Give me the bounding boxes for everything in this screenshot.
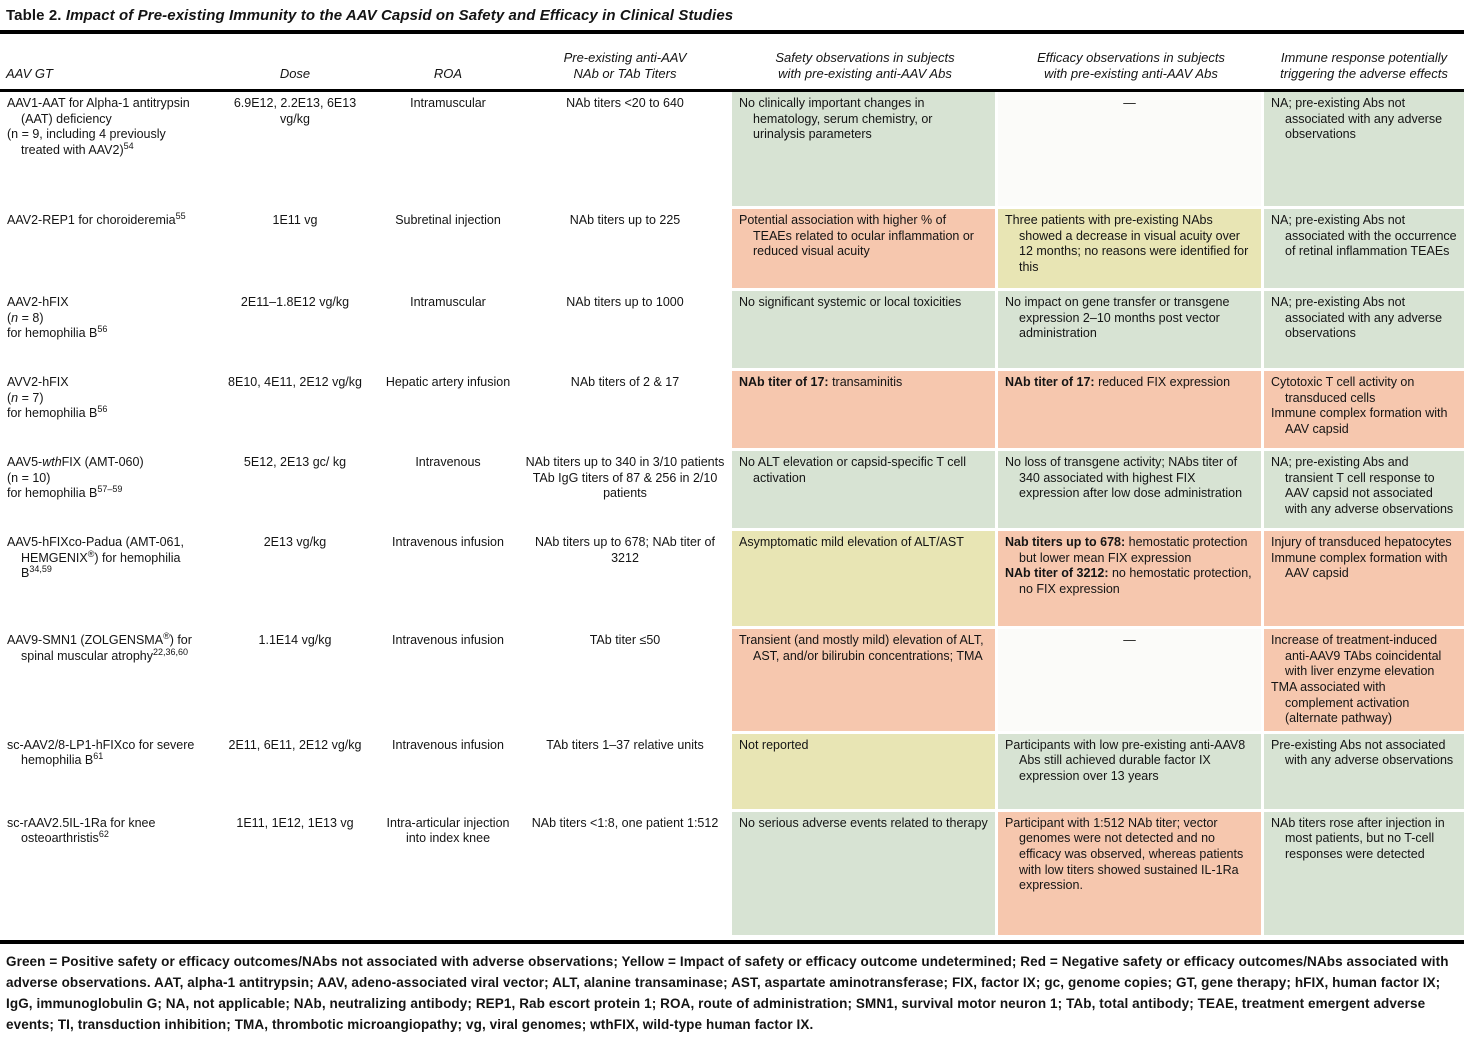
cell-roa bbox=[378, 812, 518, 938]
text-segment: No ALT elevation or capsid-specific T cell activation bbox=[739, 455, 966, 485]
text-segment: = 8) bbox=[18, 310, 44, 325]
text-segment: 6.9E12, 2.2E13, 6E13 vg/kg bbox=[233, 96, 357, 126]
cell-paragraph bbox=[1005, 375, 1254, 391]
text-segment: ® bbox=[87, 548, 95, 559]
table-row bbox=[0, 92, 1464, 209]
cell-titers bbox=[518, 812, 732, 938]
cell-safety bbox=[732, 629, 998, 734]
table-number-label: Table 2. bbox=[6, 7, 62, 24]
cell-paragraph bbox=[7, 816, 205, 847]
cell-paragraph bbox=[7, 96, 205, 127]
text-segment: ( bbox=[7, 390, 12, 405]
text-segment: 57–59 bbox=[97, 484, 123, 495]
cell-titers bbox=[518, 734, 732, 812]
cell-paragraph bbox=[385, 633, 511, 649]
cell-paragraph bbox=[219, 295, 371, 311]
text-segment: NAb titers of 2 & 17 bbox=[570, 375, 680, 389]
text-segment: NAb titers up to 340 in 3/10 patients bbox=[525, 455, 725, 469]
cell-immune bbox=[1264, 531, 1464, 629]
text-segment: ) for hemophilia B bbox=[21, 550, 181, 581]
text-segment: Intramuscular bbox=[410, 96, 486, 110]
table-row bbox=[0, 209, 1464, 291]
text-segment: AAV9-SMN1 (ZOLGENSMA bbox=[7, 633, 164, 647]
text-segment: Immune complex formation with AAV capsid bbox=[1271, 406, 1448, 436]
text-segment: Injury of transduced hepatocytes bbox=[1271, 535, 1452, 549]
text-segment: TAb titer ≤50 bbox=[589, 633, 661, 647]
text-segment: NA; pre-existing Abs and transient T cell response to AAV capsid not associated with any adverse observations bbox=[1271, 455, 1454, 516]
text-segment: NAb titer of 17: bbox=[739, 375, 829, 389]
cell-paragraph bbox=[1271, 551, 1457, 582]
cell-dose bbox=[212, 629, 378, 734]
table-row bbox=[0, 629, 1464, 734]
table-row bbox=[0, 531, 1464, 629]
cell-paragraph bbox=[1271, 816, 1457, 863]
cell-safety bbox=[732, 531, 998, 629]
cell-paragraph bbox=[739, 816, 988, 832]
cell-paragraph bbox=[385, 535, 511, 551]
cell-paragraph bbox=[739, 633, 988, 664]
cell-safety bbox=[732, 812, 998, 938]
cell-paragraph bbox=[1005, 295, 1254, 342]
text-segment: Intramuscular bbox=[410, 295, 486, 309]
text-segment: 2E11, 6E11, 2E12 vg/kg bbox=[228, 737, 362, 752]
text-segment: Asymptomatic mild elevation of ALT/AST bbox=[739, 535, 964, 549]
cell-paragraph bbox=[1005, 816, 1254, 894]
cell-dose bbox=[212, 371, 378, 451]
text-segment: No impact on gene transfer or transgene expression 2–10 months post vector administration bbox=[1005, 295, 1230, 341]
table-row bbox=[0, 451, 1464, 531]
cell-efficacy bbox=[998, 451, 1264, 531]
cell-paragraph bbox=[525, 471, 725, 502]
text-segment: Nab titers up to 678: bbox=[1005, 535, 1126, 549]
text-segment: 1E11 vg bbox=[272, 213, 318, 227]
text-segment: NAb titer of 3212: bbox=[1005, 566, 1109, 581]
cell-dose bbox=[212, 209, 378, 291]
text-segment: FIX (AMT-060) bbox=[61, 455, 144, 469]
cell-gt bbox=[0, 629, 212, 734]
text-segment: AAV2-hFIX bbox=[7, 295, 69, 309]
text-segment: NAb titers up to 225 bbox=[569, 213, 681, 227]
cell-immune bbox=[1264, 209, 1464, 291]
cell-paragraph bbox=[219, 633, 371, 649]
text-segment: NAb titers up to 678; NAb titer of 3212 bbox=[535, 535, 715, 565]
cell-roa bbox=[378, 451, 518, 531]
cell-safety bbox=[732, 371, 998, 451]
text-segment: AVV2-hFIX bbox=[7, 375, 69, 389]
cell-paragraph bbox=[7, 455, 205, 471]
cell-paragraph bbox=[7, 326, 205, 342]
text-segment: 2E11–1.8E12 vg/kg bbox=[240, 295, 350, 309]
text-segment: 56 bbox=[97, 404, 108, 415]
text-segment: TMA associated with complement activation (alternate pathway) bbox=[1271, 679, 1410, 726]
cell-paragraph bbox=[739, 455, 988, 486]
text-segment: — bbox=[1123, 96, 1136, 110]
cell-gt bbox=[0, 92, 212, 209]
text-segment: No significant systemic or local toxicities bbox=[739, 295, 962, 309]
cell-dose bbox=[212, 291, 378, 371]
text-segment: 54 bbox=[123, 140, 134, 151]
cell-titers bbox=[518, 291, 732, 371]
text-segment: NA; pre-existing Abs not associated with the occurrence of retinal inflammation TEAEs bbox=[1271, 213, 1457, 259]
text-segment: 8E10, 4E11, 2E12 vg/kg bbox=[228, 375, 362, 389]
table-title-text: Impact of Pre-existing Immunity to the AAV Capsid on Safety and Efficacy in Clinical Studies bbox=[65, 7, 734, 24]
cell-efficacy bbox=[998, 734, 1264, 812]
text-segment: for hemophilia B bbox=[7, 406, 98, 421]
text-segment: Intra-articular injection into index knee bbox=[386, 815, 510, 846]
text-segment: NAb titer of 17: bbox=[1005, 375, 1095, 389]
cell-titers bbox=[518, 629, 732, 734]
cell-gt bbox=[0, 734, 212, 812]
cell-immune bbox=[1264, 629, 1464, 734]
column-header-roa: ROA bbox=[378, 34, 518, 92]
cell-paragraph bbox=[219, 213, 371, 229]
text-segment: Transient (and mostly mild) elevation of ALT, AST, and/or bilirubin concentrations; TMA bbox=[739, 633, 984, 663]
text-segment: Pre-existing Abs not associated with any adverse observations bbox=[1271, 737, 1454, 768]
cell-efficacy bbox=[998, 629, 1264, 734]
text-segment: 56 bbox=[97, 324, 108, 335]
text-segment: sc-AAV2/8-LP1-hFIXco for severe hemophilia B bbox=[7, 737, 195, 768]
cell-dose bbox=[212, 92, 378, 209]
column-header-efficacy: Efficacy observations in subjects with pre-existing anti-AAV Abs bbox=[998, 34, 1264, 92]
text-segment: — bbox=[1123, 633, 1136, 647]
text-segment: Cytotoxic T cell activity on transduced cells bbox=[1271, 375, 1415, 405]
cell-paragraph bbox=[1005, 566, 1254, 597]
cell-paragraph bbox=[219, 738, 371, 754]
cell-gt bbox=[0, 371, 212, 451]
cell-paragraph bbox=[7, 295, 205, 311]
cell-paragraph bbox=[525, 213, 725, 229]
cell-paragraph bbox=[385, 213, 511, 229]
text-segment: Intravenous infusion bbox=[392, 633, 504, 647]
cell-paragraph bbox=[1271, 738, 1457, 769]
cell-safety bbox=[732, 92, 998, 209]
cell-paragraph bbox=[385, 295, 511, 311]
cell-paragraph bbox=[1271, 295, 1457, 342]
column-header-titers: Pre-existing anti-AAV NAb or TAb Titers bbox=[518, 34, 732, 92]
text-segment: 22,36,60 bbox=[153, 646, 189, 657]
text-segment: reduced FIX expression bbox=[1094, 375, 1231, 389]
text-segment: 1E11, 1E12, 1E13 vg bbox=[236, 815, 354, 830]
cell-dose bbox=[212, 451, 378, 531]
text-segment: TAb IgG titers of 87 & 256 in 2/10 patients bbox=[532, 470, 718, 501]
text-segment: transaminitis bbox=[828, 375, 903, 389]
text-segment: NAb titers rose after injection in most patients, but no T-cell responses were detected bbox=[1271, 815, 1445, 861]
cell-dose bbox=[212, 734, 378, 812]
cell-titers bbox=[518, 209, 732, 291]
text-segment: Intravenous infusion bbox=[392, 737, 504, 752]
text-segment: 61 bbox=[93, 751, 104, 762]
text-segment: AAV2-REP1 for choroideremia bbox=[7, 213, 176, 227]
text-segment: ( bbox=[7, 310, 12, 325]
text-segment: for hemophilia B bbox=[7, 326, 98, 341]
cell-paragraph bbox=[525, 535, 725, 566]
cell-paragraph bbox=[525, 738, 725, 754]
text-segment: Hepatic artery infusion bbox=[385, 375, 511, 389]
cell-immune bbox=[1264, 812, 1464, 938]
table-row bbox=[0, 371, 1464, 451]
cell-paragraph bbox=[219, 535, 371, 551]
text-segment: NA; pre-existing Abs not associated with any adverse observations bbox=[1271, 295, 1443, 341]
table-row bbox=[0, 812, 1464, 938]
text-segment: ) for spinal muscular atrophy bbox=[21, 633, 192, 663]
cell-efficacy bbox=[998, 531, 1264, 629]
text-segment: Immune complex formation with AAV capsid bbox=[1271, 550, 1448, 581]
text-segment: wth bbox=[42, 455, 62, 469]
cell-roa bbox=[378, 92, 518, 209]
text-segment: Increase of treatment-induced anti-AAV9 TAbs coincidental with liver enzyme elevation bbox=[1271, 633, 1442, 679]
cell-roa bbox=[378, 734, 518, 812]
column-header-immune: Immune response potentially triggering the adverse effects bbox=[1264, 34, 1464, 92]
text-segment: 62 bbox=[98, 829, 109, 840]
text-segment: (n = 9, including 4 previously treated with AAV2) bbox=[7, 127, 166, 157]
text-segment: = 7) bbox=[18, 390, 44, 405]
text-segment: 1.1E14 vg/kg bbox=[258, 633, 332, 647]
cell-paragraph bbox=[739, 96, 988, 143]
cell-immune bbox=[1264, 92, 1464, 209]
cell-paragraph bbox=[7, 406, 205, 422]
clinical-table bbox=[0, 34, 1464, 938]
text-segment: Intravenous bbox=[415, 455, 481, 469]
table-header bbox=[0, 34, 1464, 92]
header-row bbox=[0, 34, 1464, 92]
text-segment: n bbox=[11, 310, 19, 325]
cell-gt bbox=[0, 531, 212, 629]
cell-immune bbox=[1264, 371, 1464, 451]
cell-gt bbox=[0, 812, 212, 938]
cell-efficacy bbox=[998, 371, 1264, 451]
cell-titers bbox=[518, 92, 732, 209]
text-segment: Not reported bbox=[739, 737, 809, 752]
text-segment: Intravenous infusion bbox=[392, 535, 504, 549]
cell-paragraph bbox=[7, 630, 205, 664]
text-segment: NAb titers up to 1000 bbox=[566, 295, 684, 309]
text-segment: Potential association with higher % of TEAEs related to ocular inflammation or reduced visual acuity bbox=[739, 213, 974, 259]
cell-paragraph bbox=[7, 535, 205, 582]
cell-paragraph bbox=[385, 455, 511, 471]
text-segment: 2E13 vg/kg bbox=[263, 535, 327, 549]
cell-roa bbox=[378, 371, 518, 451]
text-segment: (n = 10) bbox=[7, 470, 51, 485]
text-segment: Subretinal injection bbox=[395, 213, 501, 227]
cell-roa bbox=[378, 629, 518, 734]
text-segment: 5E12, 2E13 gc/ kg bbox=[243, 455, 347, 469]
cell-immune bbox=[1264, 291, 1464, 371]
table-row bbox=[0, 734, 1464, 812]
cell-paragraph bbox=[525, 96, 725, 112]
cell-paragraph bbox=[739, 535, 988, 551]
cell-safety bbox=[732, 209, 998, 291]
cell-paragraph bbox=[1271, 680, 1457, 727]
cell-paragraph bbox=[525, 375, 725, 391]
cell-paragraph bbox=[385, 816, 511, 847]
text-segment: AAV5- bbox=[7, 455, 43, 469]
cell-paragraph bbox=[525, 633, 725, 649]
cell-safety bbox=[732, 734, 998, 812]
cell-titers bbox=[518, 371, 732, 451]
cell-paragraph bbox=[1271, 535, 1457, 551]
cell-paragraph bbox=[1271, 213, 1457, 260]
cell-dose bbox=[212, 812, 378, 938]
cell-efficacy bbox=[998, 812, 1264, 938]
cell-paragraph bbox=[7, 127, 205, 158]
cell-paragraph bbox=[1271, 633, 1457, 680]
text-segment: sc-rAAV2.5IL-1Ra for knee osteoarthristis bbox=[7, 815, 156, 846]
cell-roa bbox=[378, 291, 518, 371]
cell-paragraph bbox=[739, 213, 988, 260]
text-segment: hemostatic protection but lower mean FIX expression bbox=[1019, 535, 1248, 565]
cell-paragraph bbox=[219, 96, 371, 127]
cell-safety bbox=[732, 451, 998, 531]
cell-dose bbox=[212, 531, 378, 629]
column-header-gt: AAV GT bbox=[0, 34, 212, 92]
text-segment: Participants with low pre-existing anti-AAV8 Abs still achieved durable factor IX expression over 13 years bbox=[1005, 737, 1246, 783]
cell-paragraph bbox=[1271, 375, 1457, 406]
text-segment: no hemostatic protection, no FIX expression bbox=[1019, 566, 1252, 596]
text-segment: No serious adverse events related to therapy bbox=[739, 815, 988, 830]
cell-paragraph bbox=[7, 210, 205, 229]
cell-paragraph bbox=[1005, 213, 1254, 276]
cell-gt bbox=[0, 209, 212, 291]
cell-roa bbox=[378, 209, 518, 291]
cell-efficacy bbox=[998, 291, 1264, 371]
text-segment: AAV1-AAT for Alpha-1 antitrypsin (AAT) deficiency bbox=[7, 96, 190, 126]
cell-paragraph bbox=[525, 816, 725, 832]
cell-paragraph bbox=[1005, 738, 1254, 785]
cell-efficacy bbox=[998, 92, 1264, 209]
cell-paragraph bbox=[1271, 96, 1457, 143]
text-segment: AAV5-hFIXco-Padua (AMT-061, HEMGENIX bbox=[7, 535, 184, 565]
text-segment: Three patients with pre-existing NAbs showed a decrease in visual acuity over 12 months; no reasons were identified for this bbox=[1005, 213, 1249, 274]
text-segment: Participant with 1:512 NAb titer; vector genomes were not detected and no efficacy was observed, whereas patients with low titers showed sustained IL-1Ra expression. bbox=[1005, 815, 1244, 893]
cell-paragraph bbox=[385, 738, 511, 754]
column-header-safety: Safety observations in subjects with pre-existing anti-AAV Abs bbox=[732, 34, 998, 92]
text-segment: No clinically important changes in hematology, serum chemistry, or urinalysis parameters bbox=[739, 96, 933, 142]
cell-paragraph bbox=[7, 486, 205, 502]
table-body bbox=[0, 92, 1464, 938]
cell-paragraph bbox=[525, 295, 725, 311]
cell-paragraph bbox=[385, 96, 511, 112]
cell-paragraph bbox=[7, 375, 205, 391]
table-title bbox=[0, 0, 1464, 30]
cell-efficacy bbox=[998, 209, 1264, 291]
text-segment: NA; pre-existing Abs not associated with any adverse observations bbox=[1271, 96, 1443, 142]
text-segment: No loss of transgene activity; NAbs titer of 340 associated with highest FIX expression after low dose administration bbox=[1005, 455, 1243, 501]
text-segment: n bbox=[11, 390, 19, 405]
cell-roa bbox=[378, 531, 518, 629]
cell-titers bbox=[518, 451, 732, 531]
cell-safety bbox=[732, 291, 998, 371]
cell-paragraph bbox=[525, 455, 725, 471]
table-row bbox=[0, 291, 1464, 371]
cell-gt bbox=[0, 291, 212, 371]
cell-paragraph bbox=[219, 455, 371, 471]
text-segment: 55 bbox=[175, 210, 186, 221]
cell-paragraph bbox=[1005, 633, 1254, 649]
text-segment: ® bbox=[163, 630, 170, 641]
cell-paragraph bbox=[7, 738, 205, 769]
text-segment: NAb titers <1:8, one patient 1:512 bbox=[531, 815, 719, 830]
cell-paragraph bbox=[219, 375, 371, 391]
cell-paragraph bbox=[385, 375, 511, 391]
column-header-dose: Dose bbox=[212, 34, 378, 92]
cell-paragraph bbox=[219, 816, 371, 832]
cell-immune bbox=[1264, 734, 1464, 812]
cell-immune bbox=[1264, 451, 1464, 531]
cell-paragraph bbox=[1005, 96, 1254, 112]
cell-paragraph bbox=[739, 738, 988, 754]
cell-paragraph bbox=[1271, 455, 1457, 518]
cell-paragraph bbox=[1005, 455, 1254, 502]
footnote: Green = Positive safety or efficacy outcomes/NAbs not associated with adverse observations; Yellow = Impact of safety or efficacy outcome undetermined; Red = Negative safety or efficacy outcomes/NAbs associated with adverse observations. AAT, alpha-1 antitrypsin; AAV, adeno-associated viral vector; ALT, alanine transaminase; AST, aspartate aminotransferase; FIX, factor IX; gc, genome copies; GT, gene therapy; hFIX, human factor IX; IgG, immunoglobulin G; NA, not applicable; NAb, neutralizing antibody; REP1, Rab escort protein 1; ROA, route of administration; SMN1, survival motor neuron 1; TAb, total antibody; TEAE, treatment emergent adverse events; TI, transduction inhibition; TMA, thrombotic microangiopathy; vg, viral genomes; wthFIX, wild-type human factor IX. bbox=[6, 953, 1449, 1032]
text-segment: NAb titers <20 to 640 bbox=[566, 96, 684, 110]
cell-paragraph bbox=[1271, 406, 1457, 437]
cell-paragraph bbox=[1005, 535, 1254, 566]
cell-gt bbox=[0, 451, 212, 531]
cell-paragraph bbox=[739, 375, 988, 391]
text-segment: for hemophilia B bbox=[7, 486, 98, 501]
text-segment: TAb titers 1–37 relative units bbox=[546, 737, 704, 752]
text-segment: 34,59 bbox=[29, 564, 52, 575]
cell-paragraph bbox=[739, 295, 988, 311]
cell-titers bbox=[518, 531, 732, 629]
